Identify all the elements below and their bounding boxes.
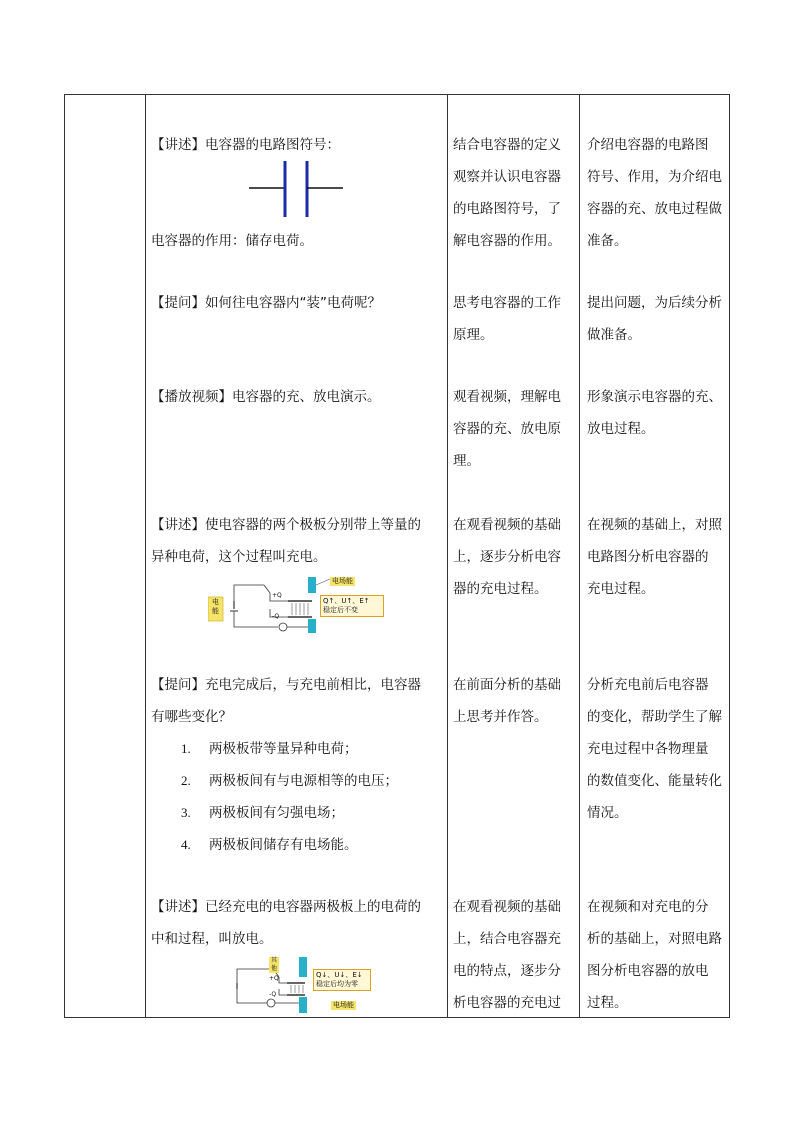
student-activity bbox=[453, 381, 575, 477]
text-line: 的电路图符号，了 bbox=[453, 201, 561, 217]
text-line: 器的充电过程。 bbox=[453, 581, 548, 597]
student-activity bbox=[453, 287, 575, 351]
text-line: 结合电容器的定义 bbox=[453, 137, 561, 153]
field-energy-label: 电场能 bbox=[332, 577, 353, 585]
teacher-activity bbox=[151, 129, 441, 161]
text-line: 原理。 bbox=[453, 327, 494, 343]
student-activity bbox=[453, 669, 575, 733]
teacher-activity bbox=[151, 669, 441, 861]
discharging-info-box bbox=[313, 969, 371, 991]
design-intent bbox=[587, 287, 723, 351]
text-line: 提出问题，为后续分析 bbox=[587, 295, 722, 311]
list-number: 1. bbox=[181, 741, 191, 756]
text-line: 分析充电前后电容器 bbox=[587, 677, 709, 693]
text-line: 【播放视频】电容器的充、放电演示。 bbox=[151, 389, 381, 405]
text-line: 析的基础上，对照电路 bbox=[587, 931, 722, 947]
teacher-activity bbox=[151, 509, 441, 573]
teacher-activity bbox=[151, 225, 441, 257]
text-line: 观看视频，理解电 bbox=[453, 389, 561, 405]
text-line: 电容器的作用：储存电荷。 bbox=[151, 233, 313, 249]
list-text: 两极板间储存有电场能。 bbox=[209, 837, 358, 853]
battery-label: 电 能 bbox=[212, 598, 219, 615]
student-activity bbox=[453, 129, 575, 257]
text-line: 【提问】充电完成后，与充电前相比，电容器 bbox=[151, 677, 421, 693]
design-intent bbox=[587, 669, 723, 829]
text-line: 【提问】如何往电容器内“装”电荷呢？ bbox=[151, 295, 381, 311]
text-line: 准备。 bbox=[587, 233, 628, 249]
teacher-activity bbox=[151, 891, 441, 955]
plus-charge-label: +Q bbox=[269, 975, 279, 982]
info-line: Q↑、U↑、E↑ bbox=[323, 597, 370, 605]
text-line: 【讲述】已经充电的电容器两极板上的电荷的 bbox=[151, 899, 421, 915]
student-activity bbox=[453, 509, 575, 605]
text-line: 形象演示电容器的充、 bbox=[587, 389, 722, 405]
text-line: 图分析电容器的放电 bbox=[587, 963, 709, 979]
text-line: 在观看视频的基础 bbox=[453, 899, 561, 915]
list-item bbox=[151, 829, 441, 861]
text-line: 解电容器的作用。 bbox=[453, 233, 561, 249]
column-divider bbox=[145, 95, 146, 1017]
text-line: 上思考并作答。 bbox=[453, 709, 548, 725]
text-line: 上，逐步分析电容 bbox=[453, 549, 561, 565]
list-item bbox=[151, 797, 441, 829]
text-line: 放电过程。 bbox=[587, 421, 655, 437]
list-number: 2. bbox=[181, 773, 191, 788]
text-line: 介绍电容器的电路图 bbox=[587, 137, 709, 153]
text-line: 充电过程。 bbox=[587, 581, 655, 597]
design-intent bbox=[587, 509, 723, 605]
capacitor-symbol-figure bbox=[245, 159, 345, 221]
charging-info-box bbox=[320, 595, 384, 617]
info-line: 稳定后均为零 bbox=[316, 980, 358, 988]
field-energy-label: 电场能 bbox=[333, 1001, 354, 1009]
text-line: 的数值变化、能量转化 bbox=[587, 773, 722, 789]
design-intent bbox=[587, 891, 723, 1019]
text-line: 【讲述】使电容器的两个极板分别带上等量的 bbox=[151, 517, 421, 533]
list-text: 两极板间有与电源相等的电压； bbox=[209, 773, 398, 789]
text-line: 符号、作用，为介绍电 bbox=[587, 169, 722, 185]
student-activity bbox=[453, 891, 575, 1019]
info-line: Q↓、U↓、E↓ bbox=[316, 971, 363, 979]
text-line: 析电容器的充电过 bbox=[453, 995, 561, 1011]
list-item bbox=[151, 765, 441, 797]
text-line: 在前面分析的基础 bbox=[453, 677, 561, 693]
text-line: 电的特点，逐步分 bbox=[453, 963, 561, 979]
text-line: 在视频的基础上，对照 bbox=[587, 517, 722, 533]
teacher-activity bbox=[151, 287, 441, 319]
text-line: 有哪些变化？ bbox=[151, 709, 232, 725]
minus-charge-label: -Q bbox=[269, 991, 277, 998]
text-line: 的变化，帮助学生了解 bbox=[587, 709, 722, 725]
text-line: 中和过程，叫放电。 bbox=[151, 931, 273, 947]
text-line: 做准备。 bbox=[587, 327, 641, 343]
text-line: 情况。 bbox=[587, 805, 628, 821]
column-divider bbox=[447, 95, 448, 1017]
text-line: 观察并认识电容器 bbox=[453, 169, 561, 185]
text-line: 容器的充、放电原 bbox=[453, 421, 561, 437]
plus-charge-label: +Q bbox=[272, 592, 282, 599]
list-number: 3. bbox=[181, 805, 191, 820]
teacher-activity bbox=[151, 381, 441, 413]
text-line: 在观看视频的基础 bbox=[453, 517, 561, 533]
text-line: 过程。 bbox=[587, 995, 628, 1011]
text-line: 【讲述】电容器的电路图符号： bbox=[151, 137, 340, 153]
text-line: 在视频和对充电的分 bbox=[587, 899, 709, 915]
list-item bbox=[151, 733, 441, 765]
info-line: 稳定后不变 bbox=[323, 606, 358, 614]
text-line: 异种电荷，这个过程叫充电。 bbox=[151, 549, 327, 565]
minus-charge-label: -Q bbox=[272, 613, 280, 620]
list-text: 两极板间有匀强电场； bbox=[209, 805, 344, 821]
column-divider bbox=[579, 95, 580, 1017]
text-line: 上，结合电容器充 bbox=[453, 931, 561, 947]
text-line: 电路图分析电容器的 bbox=[587, 549, 709, 565]
design-intent bbox=[587, 381, 723, 445]
charging-circuit-figure bbox=[208, 577, 386, 633]
list-number: 4. bbox=[181, 837, 191, 852]
list-text: 两极板带等量异种电荷； bbox=[209, 741, 358, 757]
lesson-table bbox=[64, 94, 730, 1018]
text-line: 容器的充、放电过程做 bbox=[587, 201, 722, 217]
other-energy-label: 其 他 bbox=[271, 957, 278, 972]
text-line: 充电过程中各物理量 bbox=[587, 741, 709, 757]
design-intent bbox=[587, 129, 723, 257]
text-line: 理。 bbox=[453, 453, 480, 469]
discharging-circuit-figure bbox=[231, 957, 373, 1013]
text-line: 思考电容器的工作 bbox=[453, 295, 561, 311]
